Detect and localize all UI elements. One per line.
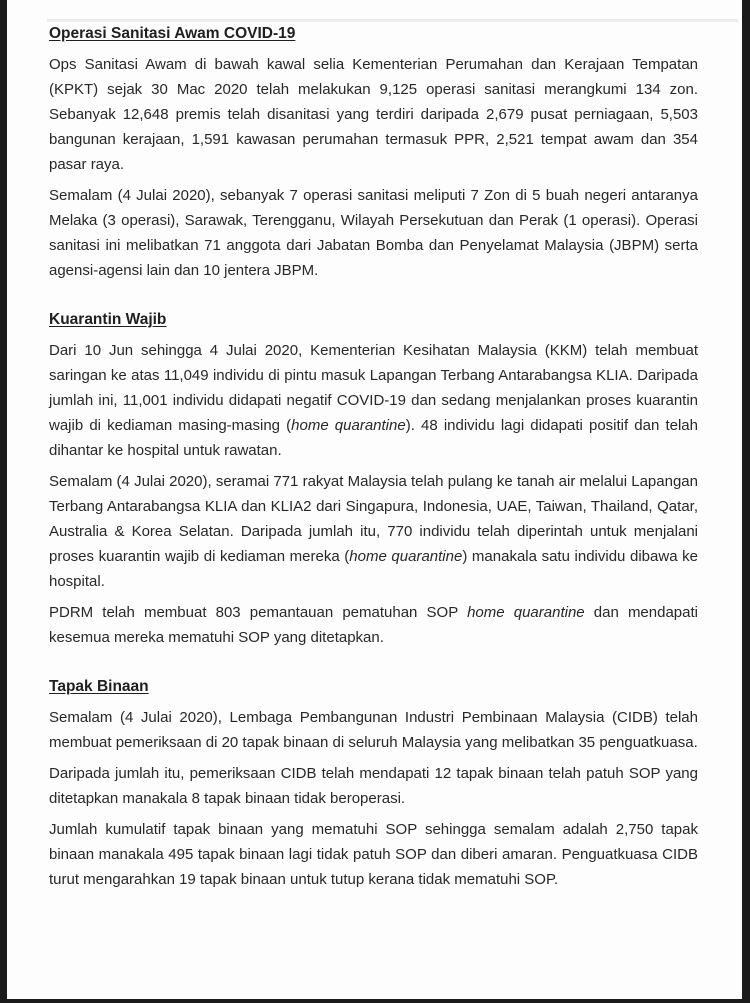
text-run: ). 48 individu lagi didapati positif dan telah dihantar ke hospital untuk rawatan. — [49, 417, 698, 459]
text-run: Semalam (4 Julai 2020), sebanyak 7 operasi sanitasi meliputi 7 Zon di 5 buah negeri antaranya Melaka (3 operasi), Sarawak, Terengganu, Wilayah Persekutuan dan Perak (1 operasi). Operasi sanitasi ini melibatkan 71 anggota dari Jabatan Bomba dan Penyelamat Malaysia (JBPM) serta agensi-agensi lain dan 10 jentera JBPM. — [49, 187, 698, 279]
text-run: ) manakala satu individu dibawa ke hospital. — [49, 548, 698, 590]
italic-text-run: home quarantine — [349, 548, 463, 565]
paragraph — [49, 817, 698, 892]
paragraph — [49, 338, 698, 463]
section-heading: Tapak Binaan — [49, 678, 149, 695]
section-heading: Kuarantin Wajib — [49, 311, 167, 328]
text-run: PDRM telah membuat 803 pemantauan pematuhan SOP — [49, 604, 468, 621]
text-run: Semalam (4 Julai 2020), seramai 771 rakyat Malaysia telah pulang ke tanah air melalui Lapangan Terbang Antarabangsa KLIA dan KLIA2 dari Singapura, Indonesia, UAE, Taiwan, Thailand, Qatar, Australia & Korea Selatan. Daripada jumlah itu, 770 individu telah diperintah untuk menjalani proses kuarantin wajib di kediaman mereka ( — [49, 473, 698, 565]
paragraph — [49, 600, 698, 650]
text-run: Daripada jumlah itu, pemeriksaan CIDB telah mendapati 12 tapak binaan telah patuh SOP yang ditetapkan manakala 8 tapak binaan tidak beroperasi. — [49, 765, 698, 807]
paragraph — [49, 52, 698, 177]
text-run: Jumlah kumulatif tapak binaan yang mematuhi SOP sehingga semalam adalah 2,750 tapak binaan manakala 495 tapak binaan lagi tidak patuh SOP dan diberi amaran. Penguatkuasa CIDB turut mengarahkan 19 tapak binaan untuk tutup kerana tidak mematuhi SOP. — [49, 821, 698, 888]
text-run: Semalam (4 Julai 2020), Lembaga Pembangunan Industri Pembinaan Malaysia (CIDB) telah membuat pemeriksaan di 20 tapak binaan di seluruh Malaysia yang melibatkan 35 penguatkuasa. — [49, 709, 698, 751]
text-run: Ops Sanitasi Awam di bawah kawal selia Kementerian Perumahan dan Kerajaan Tempatan (KPKT) sejak 30 Mac 2020 telah melakukan 9,125 operasi sanitasi merangkumi 134 zon. Sebanyak 12,648 premis telah disanitasi yang terdiri daripada 2,679 pusat perniagaan, 5,503 bangunan kerajaan, 1,591 kawasan perumahan termasuk PPR, 2,521 tempat awam dan 354 pasar raya. — [49, 56, 698, 173]
paragraph — [49, 469, 698, 594]
text-run: dan mendapati kesemua mereka mematuhi SOP yang ditetapkan. — [49, 604, 698, 646]
paragraph — [49, 183, 698, 283]
text-run: Dari 10 Jun sehingga 4 Julai 2020, Kementerian Kesihatan Malaysia (KKM) telah membuat saringan ke atas 11,049 individu di pintu masuk Lapangan Terbang Antarabangsa KLIA. Daripada jumlah ini, 11,001 individu didapati negatif COVID-19 dan sedang menjalankan proses kuarantin wajib di kediaman masing-masing ( — [49, 342, 698, 434]
paragraph — [49, 705, 698, 755]
paragraph — [49, 761, 698, 811]
document-section — [49, 307, 698, 650]
document-page — [7, 0, 742, 999]
italic-text-run: home quarantine — [467, 604, 585, 621]
italic-text-run: home quarantine — [291, 417, 406, 434]
document-section — [49, 21, 698, 283]
document-section — [49, 674, 698, 892]
section-heading: Operasi Sanitasi Awam COVID-19 — [49, 25, 296, 42]
document-body — [49, 21, 698, 898]
